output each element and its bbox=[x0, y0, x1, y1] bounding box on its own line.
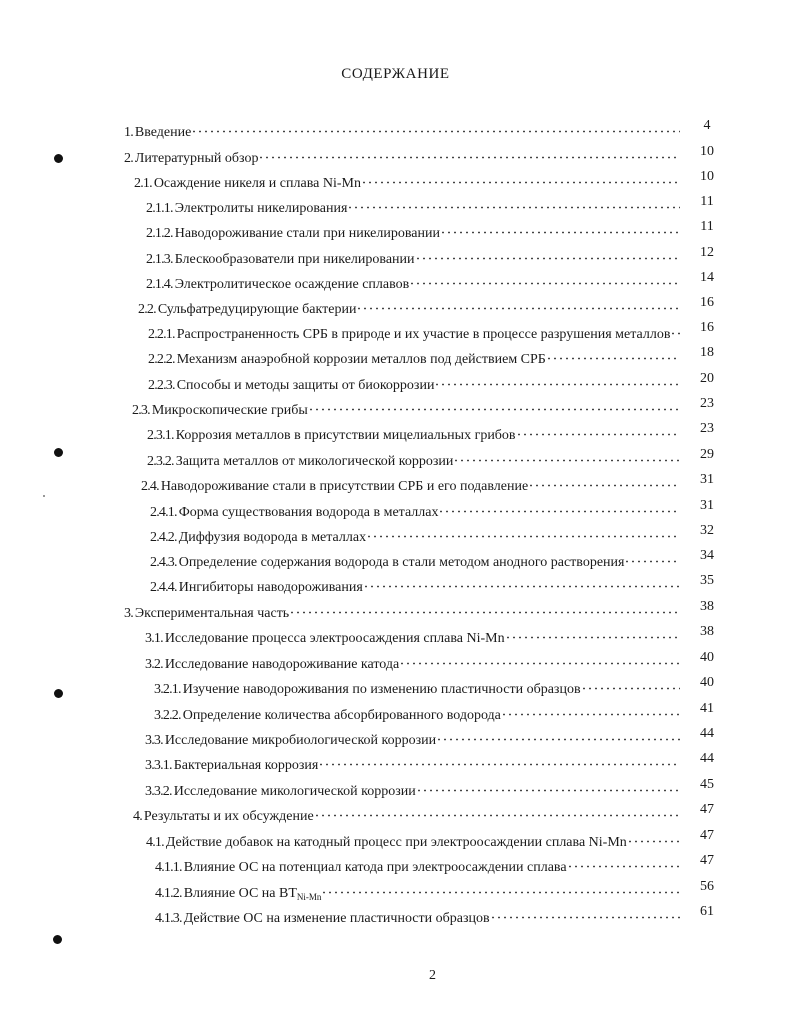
toc-entry-page: 23 bbox=[700, 396, 714, 411]
toc-entry-page: 23 bbox=[700, 421, 714, 436]
toc-entry-page: 4 bbox=[703, 118, 711, 133]
toc-entry-number: 2.2.1. bbox=[148, 327, 175, 342]
toc-entry-subscript: Ni-Mn bbox=[296, 892, 322, 902]
punch-hole-mark bbox=[53, 935, 62, 944]
toc-entry-title: Блескообразователи при никелировании bbox=[174, 252, 415, 267]
dot-leader bbox=[516, 419, 680, 439]
toc-entry-title: Способы и методы защиты от биокоррозии bbox=[176, 378, 435, 393]
toc-entry-page: 18 bbox=[700, 345, 714, 360]
dot-leader bbox=[627, 826, 680, 846]
toc-entry bbox=[138, 293, 682, 317]
toc-entry bbox=[148, 318, 682, 342]
toc-entry-number: 2. bbox=[124, 151, 133, 166]
toc-entry bbox=[146, 268, 682, 292]
dot-leader bbox=[289, 597, 680, 617]
toc-entry bbox=[132, 394, 682, 418]
toc-entry-title: Наводороживание стали при никелировании bbox=[174, 226, 440, 241]
toc-entry-number: 3.3.1. bbox=[145, 758, 172, 773]
toc-entry-number: 2.2.2. bbox=[148, 352, 175, 367]
toc-entry-title: Введение bbox=[134, 125, 192, 140]
punch-hole-mark bbox=[54, 689, 63, 698]
dot-leader bbox=[501, 699, 680, 719]
dot-leader bbox=[318, 749, 680, 769]
toc-entry-title: Определение содержания водорода в стали методом анодного растворения bbox=[178, 555, 625, 570]
dot-leader bbox=[409, 268, 680, 288]
toc-entry-number: 2.4.1. bbox=[150, 505, 177, 520]
toc-entry-number: 2.2. bbox=[138, 302, 156, 317]
toc-entry bbox=[133, 800, 682, 824]
toc-entry-number: 4. bbox=[133, 809, 142, 824]
toc-entry-page: 47 bbox=[700, 802, 714, 817]
toc-entry bbox=[147, 445, 682, 469]
toc-entry-number: 3.2.2. bbox=[154, 708, 181, 723]
toc-entry-number: 2.3.1. bbox=[147, 428, 174, 443]
toc-entry-page: 35 bbox=[700, 573, 714, 588]
toc-entry bbox=[145, 622, 682, 646]
toc-entry bbox=[124, 116, 682, 140]
toc-entry-number: 2.1.1. bbox=[146, 201, 173, 216]
toc-entry-title: Исследование микробиологической коррозии bbox=[164, 733, 437, 748]
toc-entry-title: Исследование наводороживание катода bbox=[164, 657, 400, 672]
toc-entry-title: Диффузия водорода в металлах bbox=[178, 530, 367, 545]
dot-leader bbox=[436, 724, 680, 744]
toc-entry-page: 20 bbox=[700, 371, 714, 386]
toc-entry-page: 10 bbox=[700, 169, 714, 184]
toc-entry-title: Влияние ОС на $BT_{Ni-Mn}$ bbox=[183, 886, 322, 902]
dot-leader bbox=[347, 192, 680, 212]
toc-entry-page: 31 bbox=[700, 472, 714, 487]
toc-entry bbox=[147, 419, 682, 443]
toc-entry-number: 3.2.1. bbox=[154, 682, 181, 697]
toc-entry bbox=[150, 521, 682, 545]
dot-leader bbox=[363, 571, 680, 591]
toc-entry-title: Бактериальная коррозия bbox=[173, 758, 319, 773]
dot-leader bbox=[453, 445, 680, 465]
toc-entry-title: Наводороживание стали в присутствии СРБ и его подавление bbox=[160, 479, 529, 494]
toc-entry-title: Литературный обзор bbox=[134, 151, 259, 166]
toc-entry bbox=[146, 826, 682, 850]
toc-entry bbox=[134, 167, 682, 191]
toc-entry-number: 2.1. bbox=[134, 176, 152, 191]
toc-entry bbox=[145, 648, 682, 672]
toc-entry-number: 4.1.3. bbox=[155, 911, 182, 926]
toc-entry-number: 2.4.2. bbox=[150, 530, 177, 545]
toc-entry-number: 3.3.2. bbox=[145, 784, 172, 799]
toc-entry bbox=[124, 597, 682, 621]
dot-leader bbox=[528, 470, 680, 490]
toc-entry-page: 31 bbox=[700, 498, 714, 513]
toc-entry-page: 12 bbox=[700, 245, 714, 260]
toc-entry bbox=[146, 217, 682, 241]
dot-leader bbox=[505, 622, 680, 642]
toc-entry bbox=[145, 749, 682, 773]
dot-leader bbox=[624, 546, 680, 566]
dot-leader bbox=[415, 243, 680, 263]
toc-entry-page: 45 bbox=[700, 777, 714, 792]
toc-entry-page: 56 bbox=[700, 879, 714, 894]
toc-entry-number: 2.3. bbox=[132, 403, 150, 418]
dot-leader bbox=[670, 318, 680, 338]
scan-speck bbox=[43, 495, 45, 497]
dot-leader bbox=[321, 877, 680, 897]
dot-leader bbox=[490, 902, 680, 922]
dot-leader bbox=[314, 800, 680, 820]
page-number: 2 bbox=[429, 968, 436, 983]
toc-entry-page: 16 bbox=[700, 295, 714, 310]
toc-entry-page: 38 bbox=[700, 624, 714, 639]
toc-entry-title: Форма существования водорода в металлах bbox=[178, 505, 439, 520]
dot-leader bbox=[191, 116, 680, 136]
toc-entry-number: 3.1. bbox=[145, 631, 163, 646]
toc-entry bbox=[145, 724, 682, 748]
toc-entry bbox=[155, 851, 682, 875]
dot-leader bbox=[399, 648, 680, 668]
toc-entry-page: 11 bbox=[700, 194, 714, 209]
toc-entry-page: 47 bbox=[700, 828, 714, 843]
toc-entry-title: Результаты и их обсуждение bbox=[143, 809, 314, 824]
toc-entry-page: 11 bbox=[700, 219, 714, 234]
page-title: СОДЕРЖАНИЕ bbox=[341, 66, 450, 82]
toc-entry bbox=[155, 877, 682, 902]
toc-entry-title: Ингибиторы наводороживания bbox=[178, 580, 363, 595]
dot-leader bbox=[438, 496, 680, 516]
toc-entry-number: 3. bbox=[124, 606, 133, 621]
toc-entry-number: 3.2. bbox=[145, 657, 163, 672]
toc-entry-title: Влияние ОС на потенциал катода при электроосаждении сплава bbox=[183, 860, 567, 875]
toc-entry bbox=[148, 343, 682, 367]
toc-entry bbox=[154, 673, 682, 697]
toc-entry-page: 61 bbox=[700, 904, 714, 919]
toc-entry-number: 2.4.4. bbox=[150, 580, 177, 595]
toc-entry-page: 14 bbox=[700, 270, 714, 285]
toc-entry-page: 44 bbox=[700, 751, 714, 766]
toc-entry-page: 38 bbox=[700, 599, 714, 614]
toc-entry-number: 4.1.2. bbox=[155, 886, 182, 901]
toc-entry-title: Определение количества абсорбированного водорода bbox=[182, 708, 501, 723]
dot-leader bbox=[308, 394, 680, 414]
dot-leader bbox=[361, 167, 680, 187]
dot-leader bbox=[440, 217, 680, 237]
toc-entry bbox=[150, 546, 682, 570]
toc-entry-title: Действие ОС на изменение пластичности образцов bbox=[183, 911, 490, 926]
toc-entry-title: Распространенность СРБ в природе и их участие в процессе разрушения металлов bbox=[176, 327, 671, 342]
toc-entry bbox=[146, 192, 682, 216]
toc-entry bbox=[141, 470, 682, 494]
toc-entry-number: 2.1.3. bbox=[146, 252, 173, 267]
punch-hole-mark bbox=[54, 154, 63, 163]
toc-entry-page: 16 bbox=[700, 320, 714, 335]
dot-leader bbox=[258, 142, 680, 162]
toc-entry-number: 1. bbox=[124, 125, 133, 140]
toc-entry-title: Микроскопические грибы bbox=[151, 403, 308, 418]
toc-entry-number: 2.1.4. bbox=[146, 277, 173, 292]
dot-leader bbox=[434, 369, 680, 389]
toc-entry-page: 32 bbox=[700, 523, 714, 538]
dot-leader bbox=[567, 851, 680, 871]
toc-entry-page: 34 bbox=[700, 548, 714, 563]
toc-entry bbox=[150, 496, 682, 520]
toc-entry-page: 40 bbox=[700, 675, 714, 690]
toc-entry-page: 10 bbox=[700, 144, 714, 159]
toc-entry-page: 41 bbox=[700, 701, 714, 716]
toc-entry-page: 29 bbox=[700, 447, 714, 462]
toc-entry-number: 3.3. bbox=[145, 733, 163, 748]
dot-leader bbox=[416, 775, 680, 795]
toc-entry-number: 4.1.1. bbox=[155, 860, 182, 875]
toc-entry-title: Действие добавок на катодный процесс при электроосаждении сплава Ni-Mn bbox=[165, 835, 627, 850]
toc-entry bbox=[154, 699, 682, 723]
toc-entry-title: Экспериментальная часть bbox=[134, 606, 290, 621]
toc-entry-title: Осаждение никеля и сплава Ni-Mn bbox=[153, 176, 361, 191]
toc-entry bbox=[148, 369, 682, 393]
punch-hole-mark bbox=[54, 448, 63, 457]
toc-entry-number: 2.3.2. bbox=[147, 454, 174, 469]
toc-entry-title: Защита металлов от микологической коррозии bbox=[175, 454, 454, 469]
toc-entry-number: 2.4. bbox=[141, 479, 159, 494]
toc-entry-number: 2.1.2. bbox=[146, 226, 173, 241]
toc-entry bbox=[124, 142, 682, 166]
toc-entry-page: 44 bbox=[700, 726, 714, 741]
toc-entry-title: Исследование процесса электроосаждения сплава Ni-Mn bbox=[164, 631, 505, 646]
toc-entry-number: 2.2.3. bbox=[148, 378, 175, 393]
toc-entry-title: Изучение наводороживания по изменению пластичности образцов bbox=[182, 682, 581, 697]
toc-entry-page: 47 bbox=[700, 853, 714, 868]
toc-entry-title: Исследование микологической коррозии bbox=[173, 784, 416, 799]
toc-entry-title: Механизм анаэробной коррозии металлов под действием СРБ bbox=[176, 352, 546, 367]
dot-leader bbox=[366, 521, 680, 541]
dot-leader bbox=[546, 343, 680, 363]
dot-leader bbox=[356, 293, 680, 313]
toc-entry-page: 40 bbox=[700, 650, 714, 665]
dot-leader bbox=[581, 673, 680, 693]
toc-entry bbox=[150, 571, 682, 595]
toc-entry-title: Коррозия металлов в присутствии мицелиальных грибов bbox=[175, 428, 516, 443]
toc-entry-title: Сульфатредуцирующие бактерии bbox=[157, 302, 357, 317]
toc-entry bbox=[155, 902, 682, 926]
toc-entry-number: 2.4.3. bbox=[150, 555, 177, 570]
toc-entry bbox=[146, 243, 682, 267]
toc-entry-title: Электролиты никелирования bbox=[174, 201, 348, 216]
toc-entry-title: Электролитическое осаждение сплавов bbox=[174, 277, 410, 292]
toc-entry bbox=[145, 775, 682, 799]
toc-entry-number: 4.1. bbox=[146, 835, 164, 850]
